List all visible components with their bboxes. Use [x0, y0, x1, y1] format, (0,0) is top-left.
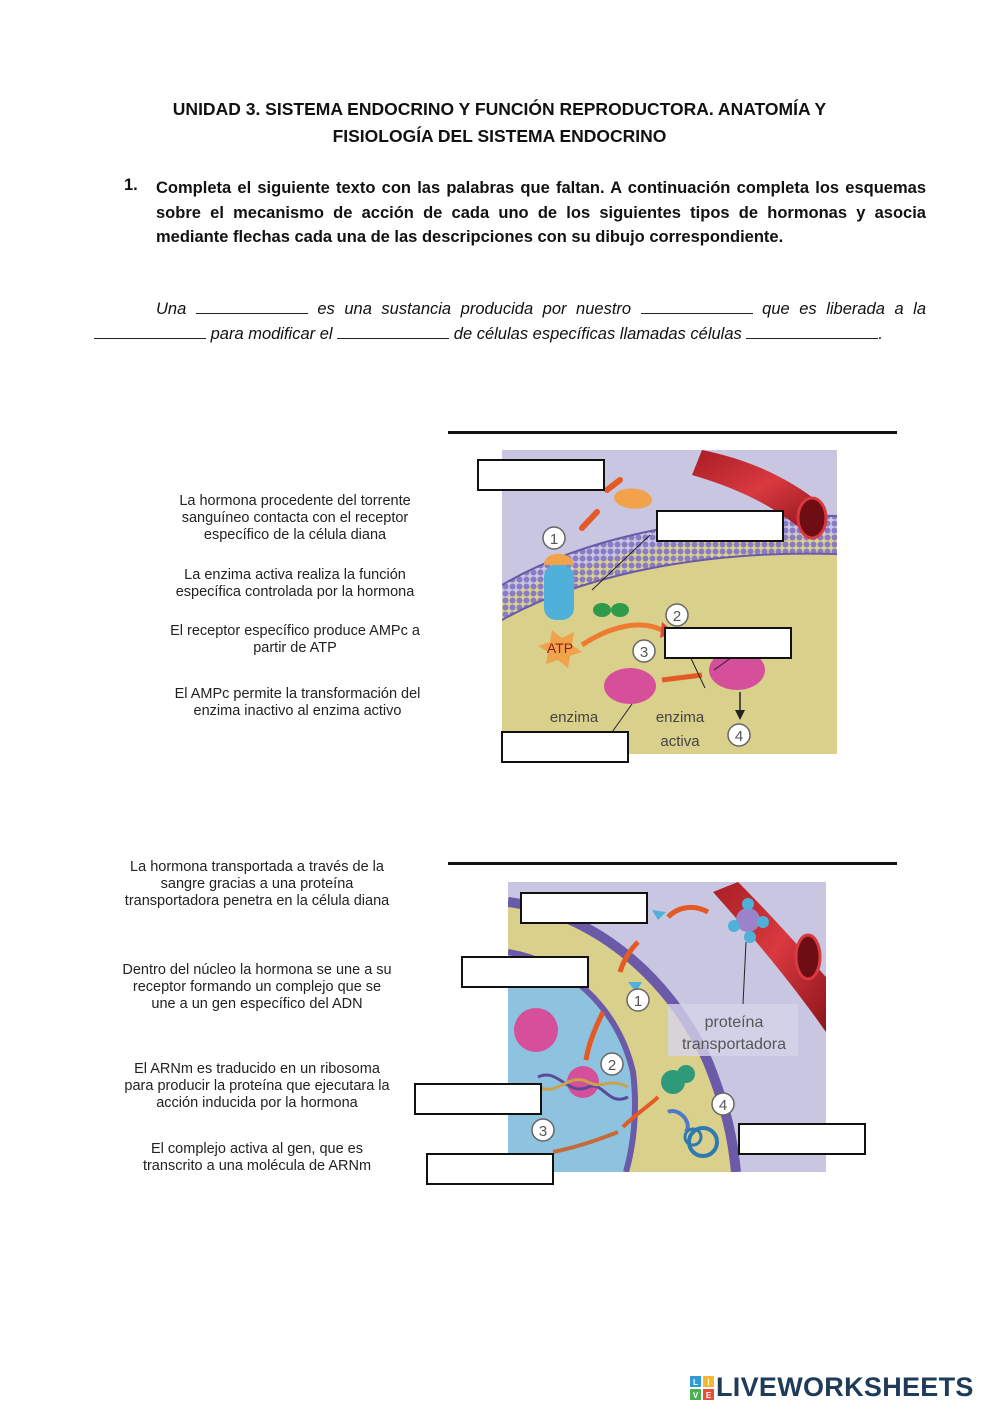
diagram1-answer-box-2[interactable] [656, 510, 784, 542]
diagram2-answer-input-2[interactable] [463, 958, 591, 988]
logo-icon-letter-e: E [705, 1391, 712, 1400]
diagram2-answer-box-3[interactable] [414, 1083, 542, 1115]
fill-text-part4: para modificar el [210, 324, 333, 343]
enzima-label: enzima [549, 709, 599, 726]
enzima-activa-label-2: activa [660, 733, 700, 750]
svg-text:4: 4 [718, 1097, 728, 1114]
transport-protein [736, 908, 760, 932]
proteina-label-2: transportadora [681, 1036, 787, 1053]
diagram1-description-1[interactable]: La hormona procedente del torrente sanguíneo contacta con el receptor específico de la célula diana [179, 493, 411, 543]
svg-text:3: 3 [538, 1123, 548, 1140]
diagram1-answer-input-3[interactable] [666, 629, 794, 659]
fill-text-part2: es una sustancia producida por nuestro [317, 300, 632, 318]
svg-text:4: 4 [734, 728, 744, 745]
diagram1-answer-input-4[interactable] [503, 733, 631, 763]
diagram1-description-2[interactable]: La enzima activa realiza la función específica controlada por la hormona [175, 567, 415, 600]
svg-text:1: 1 [633, 993, 643, 1010]
diagram1-answer-box-1[interactable] [477, 459, 605, 491]
liveworksheets-logo-text: LIVEWORKSHEETS [716, 1372, 974, 1402]
diagram2-answer-input-1[interactable] [522, 894, 650, 924]
diagram2-answer-box-4[interactable] [738, 1123, 866, 1155]
diagram1-title-line[interactable] [448, 431, 897, 434]
inactive-enzyme [604, 668, 656, 704]
fill-text-part3: que es liberada a la [762, 300, 927, 318]
diagram2-description-4[interactable]: El complejo activa al gen, que es transcrito a una molécula de ARNm [142, 1141, 372, 1174]
diagram2-answer-box-2[interactable] [461, 956, 589, 988]
blank-1[interactable] [196, 299, 308, 314]
diagram2-title-line[interactable] [448, 862, 897, 865]
diagram2-answer-input-5[interactable] [428, 1155, 556, 1185]
blank-3[interactable] [94, 324, 206, 339]
diagram1-description-4[interactable]: El AMPc permite la transformación del enzima inactivo al enzima activo [174, 686, 421, 719]
page-title [0, 96, 999, 150]
diagram2-description-2[interactable]: Dentro del núcleo la hormona se une a su receptor formando un complejo que se une a un gen específico del ADN [122, 962, 392, 1012]
diagram2-answer-input-4[interactable] [740, 1125, 868, 1155]
blank-2[interactable] [641, 299, 753, 314]
diagram2-answer-box-5[interactable] [426, 1153, 554, 1185]
svg-text:1: 1 [549, 531, 559, 548]
fill-text-part6: . [878, 324, 883, 343]
atp-label: ATP [546, 640, 574, 656]
proteina-label-1: proteína [704, 1014, 764, 1031]
fill-text-part5: de células específicas llamadas células [453, 324, 742, 343]
svg-text:2: 2 [607, 1057, 617, 1074]
title-line-2: FISIOLOGÍA DEL SISTEMA ENDOCRINO [332, 126, 667, 146]
title-line-1: UNIDAD 3. SISTEMA ENDOCRINO Y FUNCIÓN REPRODUCTORA. ANATOMÍA Y [172, 99, 827, 119]
svg-text:3: 3 [639, 644, 649, 661]
svg-text:2: 2 [672, 608, 682, 625]
diagram2-answer-box-1[interactable] [520, 892, 648, 924]
logo-icon-letter-v: V [692, 1391, 699, 1400]
diagram2-answer-input-3[interactable] [416, 1085, 544, 1115]
diagram1-answer-box-3[interactable] [664, 627, 792, 659]
blank-4[interactable] [337, 324, 449, 339]
blank-5[interactable] [746, 324, 878, 339]
diagram1-answer-input-2[interactable] [658, 512, 786, 542]
diagram1-description-3[interactable]: El receptor específico produce AMPc a partir de ATP [170, 623, 420, 656]
question-text: Completa el siguiente texto con las palabras que faltan. A continuación completa los esquemas sobre el mecanismo de acción de cada uno de los siguientes tipos de hormonas y asocia mediante flechas cada una de las descripciones con su dibujo correspondiente. [156, 179, 926, 246]
diagram1-illustration [502, 450, 837, 754]
diagram1-answer-input-1[interactable] [479, 461, 607, 491]
liveworksheets-logo-icon [690, 1376, 714, 1400]
fill-text-part1: Una [156, 300, 187, 318]
diagram2-description-1[interactable]: La hormona transportada a través de la sangre gracias a una proteína transportadora penetra en la célula diana [124, 859, 390, 909]
receptor-complex [514, 1008, 558, 1052]
logo-icon-letter-l: L [693, 1378, 698, 1387]
enzima-activa-label-1: enzima [655, 709, 705, 726]
receptor [544, 565, 574, 620]
question-number: 1. [124, 176, 138, 194]
logo-icon-letter-i: I [707, 1378, 710, 1387]
diagram2-description-3[interactable]: El ARNm es traducido en un ribosoma para producir la proteína que ejecutara la acción inducida por la hormona [124, 1061, 390, 1111]
diagram1-answer-box-4[interactable] [501, 731, 629, 763]
fill-paragraph [94, 297, 926, 346]
